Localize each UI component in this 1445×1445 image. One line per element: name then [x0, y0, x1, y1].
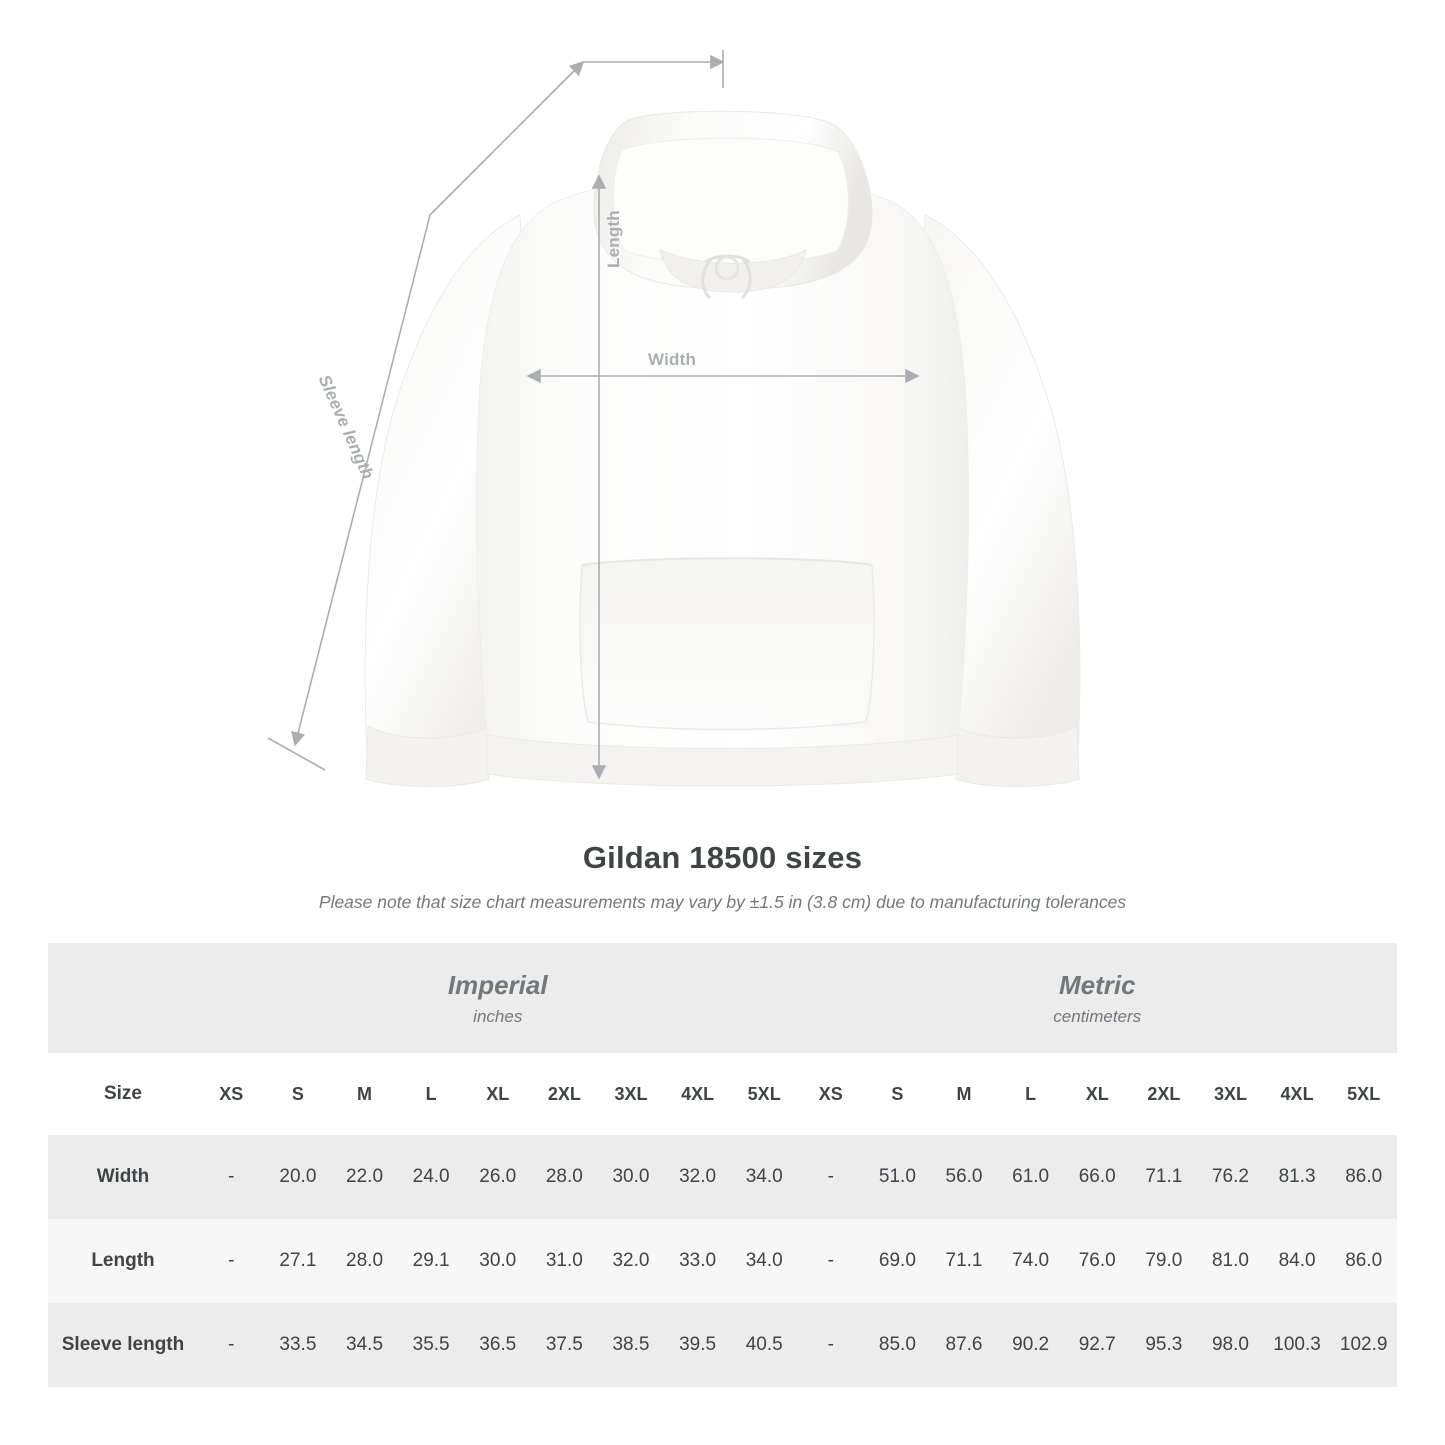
table-row — [48, 1303, 1397, 1387]
unit-header-imperial — [198, 943, 797, 1053]
cell-length-metric-4xl: 84.0 — [1264, 1219, 1331, 1303]
unit-header-spacer — [48, 943, 198, 1053]
cell-length-imperial-xl: 30.0 — [464, 1219, 531, 1303]
metric-unit-sub: centimeters — [1053, 1007, 1142, 1027]
size-header-metric-l: L — [997, 1053, 1064, 1135]
cell-width-imperial-2xl: 28.0 — [531, 1135, 598, 1219]
size-header-imperial-xl: XL — [464, 1053, 531, 1135]
cell-sleeve-metric-xl: 92.7 — [1064, 1303, 1131, 1387]
cell-width-imperial-3xl: 30.0 — [598, 1135, 665, 1219]
cell-width-imperial-5xl: 34.0 — [731, 1135, 798, 1219]
cell-width-metric-2xl: 71.1 — [1131, 1135, 1198, 1219]
cell-width-imperial-l: 24.0 — [398, 1135, 465, 1219]
cell-length-metric-3xl: 81.0 — [1197, 1219, 1264, 1303]
cell-sleeve-imperial-xl: 36.5 — [464, 1303, 531, 1387]
sleeve-length-dimension-label: Sleeve length — [314, 372, 378, 483]
row-label-length: Length — [48, 1219, 198, 1303]
size-header-metric-m: M — [931, 1053, 998, 1135]
cell-length-imperial-xs: - — [198, 1219, 265, 1303]
cell-sleeve-imperial-4xl: 39.5 — [664, 1303, 731, 1387]
size-header-metric-3xl: 3XL — [1197, 1053, 1264, 1135]
cell-width-metric-xs: - — [797, 1135, 864, 1219]
unit-header-row — [48, 943, 1397, 1053]
length-dimension-label: Length — [604, 210, 623, 268]
cell-width-imperial-xl: 26.0 — [464, 1135, 531, 1219]
imperial-unit-sub: inches — [473, 1007, 523, 1027]
cell-width-imperial-m: 22.0 — [331, 1135, 398, 1219]
size-header-row — [48, 1053, 1397, 1135]
cell-length-metric-xs: - — [797, 1219, 864, 1303]
row-label-width: Width — [48, 1135, 198, 1219]
size-header-imperial-s: S — [265, 1053, 332, 1135]
cell-length-metric-l: 74.0 — [997, 1219, 1064, 1303]
cell-width-metric-5xl: 86.0 — [1330, 1135, 1397, 1219]
size-header-metric-s: S — [864, 1053, 931, 1135]
size-header-imperial-3xl: 3XL — [598, 1053, 665, 1135]
cell-length-imperial-3xl: 32.0 — [598, 1219, 665, 1303]
cell-width-metric-3xl: 76.2 — [1197, 1135, 1264, 1219]
cell-sleeve-imperial-2xl: 37.5 — [531, 1303, 598, 1387]
cell-length-metric-5xl: 86.0 — [1330, 1219, 1397, 1303]
cell-length-imperial-4xl: 33.0 — [664, 1219, 731, 1303]
cell-width-metric-s: 51.0 — [864, 1135, 931, 1219]
cell-length-imperial-l: 29.1 — [398, 1219, 465, 1303]
cell-sleeve-metric-2xl: 95.3 — [1131, 1303, 1198, 1387]
size-header-imperial-m: M — [331, 1053, 398, 1135]
cell-sleeve-imperial-xs: - — [198, 1303, 265, 1387]
cell-length-metric-2xl: 79.0 — [1131, 1219, 1198, 1303]
size-header-metric-xl: XL — [1064, 1053, 1131, 1135]
size-header-label: Size — [48, 1053, 198, 1135]
cell-sleeve-imperial-5xl: 40.5 — [731, 1303, 798, 1387]
size-header-metric-4xl: 4XL — [1264, 1053, 1331, 1135]
cell-length-metric-m: 71.1 — [931, 1219, 998, 1303]
cell-width-metric-l: 61.0 — [997, 1135, 1064, 1219]
cell-length-imperial-s: 27.1 — [265, 1219, 332, 1303]
size-header-imperial-xs: XS — [198, 1053, 265, 1135]
cell-width-imperial-4xl: 32.0 — [664, 1135, 731, 1219]
size-header-metric-xs: XS — [797, 1053, 864, 1135]
cell-sleeve-imperial-m: 34.5 — [331, 1303, 398, 1387]
cell-width-metric-4xl: 81.3 — [1264, 1135, 1331, 1219]
cell-sleeve-metric-m: 87.6 — [931, 1303, 998, 1387]
cell-sleeve-imperial-3xl: 38.5 — [598, 1303, 665, 1387]
unit-header-metric — [797, 943, 1397, 1053]
cell-sleeve-metric-4xl: 100.3 — [1264, 1303, 1331, 1387]
size-header-imperial-4xl: 4XL — [664, 1053, 731, 1135]
cell-length-imperial-m: 28.0 — [331, 1219, 398, 1303]
size-table-wrapper — [0, 943, 1445, 1387]
cell-length-metric-xl: 76.0 — [1064, 1219, 1131, 1303]
page-title: Gildan 18500 sizes — [582, 840, 863, 875]
row-label-sleeve-length: Sleeve length — [48, 1303, 198, 1387]
cell-sleeve-imperial-s: 33.5 — [265, 1303, 332, 1387]
cell-width-metric-xl: 66.0 — [1064, 1135, 1131, 1219]
cell-width-metric-m: 56.0 — [931, 1135, 998, 1219]
hoodie-shape — [365, 111, 1080, 786]
cell-sleeve-metric-l: 90.2 — [997, 1303, 1064, 1387]
cell-width-imperial-xs: - — [198, 1135, 265, 1219]
cell-sleeve-metric-s: 85.0 — [864, 1303, 931, 1387]
chart-heading-block — [0, 840, 1445, 913]
imperial-unit-name: Imperial — [447, 969, 548, 1000]
size-chart-table — [48, 943, 1397, 1387]
size-header-metric-2xl: 2XL — [1131, 1053, 1198, 1135]
size-header-metric-5xl: 5XL — [1330, 1053, 1397, 1135]
table-row — [48, 1219, 1397, 1303]
cell-width-imperial-s: 20.0 — [265, 1135, 332, 1219]
cell-length-imperial-5xl: 34.0 — [731, 1219, 798, 1303]
size-header-imperial-5xl: 5XL — [731, 1053, 798, 1135]
width-dimension-label: Width — [648, 350, 697, 369]
tolerance-note: Please note that size chart measurements may vary by ±1.5 in (3.8 cm) due to manufacturing tolerances — [318, 892, 1127, 912]
metric-unit-name: Metric — [1058, 969, 1136, 1000]
cell-length-imperial-2xl: 31.0 — [531, 1219, 598, 1303]
cell-sleeve-imperial-l: 35.5 — [398, 1303, 465, 1387]
cell-sleeve-metric-xs: - — [797, 1303, 864, 1387]
size-header-imperial-2xl: 2XL — [531, 1053, 598, 1135]
cell-sleeve-metric-5xl: 102.9 — [1330, 1303, 1397, 1387]
table-row — [48, 1135, 1397, 1219]
cell-sleeve-metric-3xl: 98.0 — [1197, 1303, 1264, 1387]
cell-length-metric-s: 69.0 — [864, 1219, 931, 1303]
size-header-imperial-l: L — [398, 1053, 465, 1135]
